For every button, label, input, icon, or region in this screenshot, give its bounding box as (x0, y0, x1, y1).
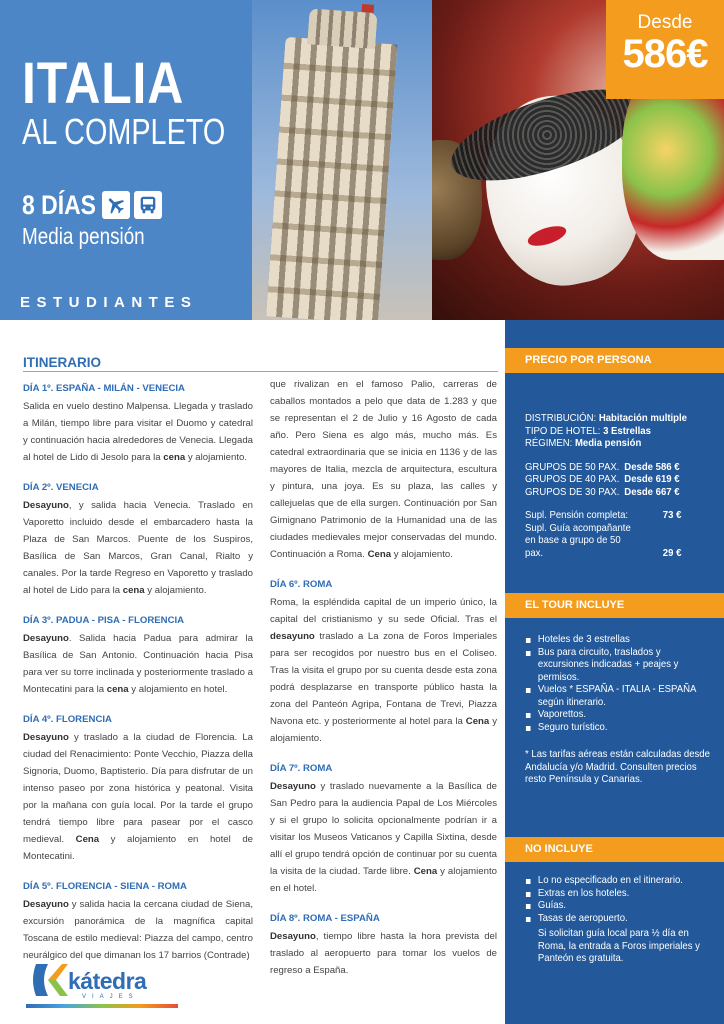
itinerary-day (270, 576, 497, 747)
list-item: Seguro turístico. (525, 722, 714, 735)
itinerary-day-heading: DÍA 7º. ROMA (270, 763, 333, 774)
itinerary-day (270, 910, 497, 979)
itinerary-day (23, 479, 253, 599)
airfare-note: * Las tarifas aéreas están calculadas desde Andalucía y/o Madrid. Consulten precios resto Península y Canarias. (525, 749, 710, 785)
itinerary-day-heading: DÍA 4º. FLORENCIA (23, 714, 112, 725)
itinerary-day-text: Desayuno, tiempo libre hasta la hora prevista del traslado al aeropuerto para tomar los vuelos de regreso a España. (270, 931, 497, 976)
itinerary-day-heading: DÍA 6º. ROMA (270, 579, 333, 590)
list-item: Bus para circuito, traslados y excursiones indicadas + peajes y permisos. (525, 647, 714, 685)
group-price-row: GRUPOS DE 30 PAX. Desde 667 € (525, 486, 680, 498)
itinerary-day-text: Desayuno y traslado a la ciudad de Florencia. La ciudad del Renacimiento: Ponte Vecchio, Piazza della Signoria, Duomo, Baptisterio. Día para disfrutar de un intenso paseo por zona histórica y peatonal. Visita por la mañana con guía local. Por la tarde el grupo tendrá tiempo libre para pasear por el casco medieval. Cena y alojamiento en hotel de Montecatini. (23, 732, 253, 862)
supplement-row: Supl. Pensión completa: 73 € (525, 510, 682, 521)
logo-stripe (26, 1004, 178, 1008)
itinerary-day-text: Desayuno. Salida hacia Padua para admirar la Basílica de San Antonio. Continuación hacia Pisa para ver su torre inclinada y posteriormente traslado a Montecatini para la cena y alojamiento en hotel. (23, 633, 253, 695)
itinerary-title: ITINERARIO (23, 355, 102, 370)
group-price-row: GRUPOS DE 40 PAX. Desde 619 € (525, 474, 680, 485)
group-price-row: GRUPOS DE 50 PAX. Desde 586 € (525, 461, 680, 473)
itinerary-column-left (23, 380, 253, 977)
includes-list (525, 634, 714, 787)
itinerary-day-heading: DÍA 2º. VENECIA (23, 482, 99, 493)
itinerary-day (270, 760, 497, 897)
page-title: ITALIA (22, 51, 185, 116)
page-subtitle: AL COMPLETO (22, 111, 226, 152)
itinerary-day-text: Desayuno, y salida hacia Venecia. Traslado en Vaporetto incluido desde el embarcadero hasta la Plaza de San Marcos. Puente de los Suspiros, Basílica de San Marcos, Gran Canal, Rialto y canales. Por la tarde Regreso en Vaporetto y traslado al hotel de Lido para la cena y alojamiento. (23, 500, 253, 596)
plane-icon (102, 191, 130, 219)
price-details: DISTRIBUCIÓN: Habitación multiple TIPO DE HOTEL: 3 Estrellas RÉGIMEN: Media pensión GRUPOS DE 50 PAX. Desde 586 € GRUPOS DE 40 PAX. Desde 619 € GRUPOS DE 30 PAX. Desde 667 € Supl. Pensión completa: 73 € Supl. Guía acompañante en base a grupo de 50 pax. 29 € (525, 413, 688, 559)
bus-icon (134, 191, 162, 219)
trip-duration: 8 DÍAS (22, 190, 96, 220)
itinerary-divider (23, 371, 498, 372)
header-blue-panel (0, 0, 252, 320)
board-type: Media pensión (22, 223, 145, 249)
itinerary-day-text: Salida en vuelo destino Malpensa. Llegada y traslado a Milán, tiempo libre para visitar el Duomo y catedral y continuación hacia alrededores de Venecia. Llegada al hotel de Lido di Jesolo para la cena y alojamiento. (23, 401, 253, 463)
itinerary-day-text: Roma, la espléndida capital de un imperio único, la capital del cristianismo y su sede Oficial. Tras el desayuno traslado a La zona de Foros Imperiales para ser recogidos por nuestro bus en el Coliseo. Tras la visita el grupo por su cuenta desde esta zona podrá desplazarse en transporte público hasta la zona del Panteón Agripa, Fontana de Trevi, Piazza Navona etc. y posteriormente al hotel para la Cena y alojamiento. (270, 597, 497, 744)
logo-name: kátedra (68, 968, 147, 994)
audience-label: ESTUDIANTES (20, 294, 198, 311)
company-logo (26, 960, 154, 1010)
guide-note: Si solicitan guía local para ½ día en Roma, la entrada a Foros imperiales y Panteón es gratuita. (537, 928, 700, 964)
price-section-header: PRECIO POR PERSONA (505, 348, 724, 373)
supplement-row: Supl. Guía acompañante en base a grupo de 50 pax. 29 € (525, 522, 682, 559)
list-item: Vuelos * ESPAÑA - ITALIA - ESPAÑA según itinerario. (525, 684, 714, 709)
itinerary-day-heading: DÍA 3º. PADUA - PISA - FLORENCIA (23, 615, 185, 626)
price-value: 586€ (622, 32, 708, 76)
header (0, 0, 724, 320)
list-item: Lo no especificado en el itinerario. (525, 875, 714, 888)
itinerary-day-text: Desayuno y traslado nuevamente a la Basílica de San Pedro para la audiencia Papal de Los Miércoles y si el grupo lo solicita opcionalmente podrían ir a visitar los Museos Vaticanos y Capilla Sixtina, desde allí el grupo tendrá opción de continuar por su cuenta la visita de la ciudad. Tarde libre. Cena y alojamiento en el hotel. (270, 781, 497, 894)
list-item: Guías. (525, 900, 714, 913)
itinerary-day (23, 711, 253, 865)
itinerary-day-heading: DÍA 1º. ESPAÑA - MILÁN - VENECIA (23, 383, 185, 394)
itinerary-day-text: Desayuno y salida hacia la cercana ciudad de Siena, excursión panorámica de la magnífica capital Toscana de estilo medieval: Piazza del campo, centro neurálgico del que dimanan los 17 barrios (Contrade) (23, 899, 253, 961)
itinerary-day (270, 376, 497, 563)
logo-k-icon (28, 960, 68, 1000)
list-item: Vaporettos. (525, 709, 714, 722)
list-item: Extras en los hoteles. (525, 888, 714, 901)
list-item: Tasas de aeropuerto. (525, 913, 714, 926)
price-badge (606, 0, 724, 99)
price-from-label: Desde (637, 12, 693, 33)
includes-section-header: EL TOUR INCLUYE (505, 593, 724, 618)
itinerary-day (23, 380, 253, 466)
itinerary-day-heading: DÍA 5º. FLORENCIA - SIENA - ROMA (23, 881, 187, 892)
excludes-list (525, 875, 714, 966)
itinerary-day (23, 878, 253, 964)
itinerary-column-right (270, 376, 497, 992)
list-item: Hoteles de 3 estrellas (525, 634, 714, 647)
pisa-tower-image (266, 7, 399, 320)
logo-sub: VIAJES (82, 994, 139, 1000)
itinerary-day-text: que rivalizan en el famoso Palio, carreras de caballos montados a pelo que data de 1.283 y que se representan el 2 de Julio y 16 Agosto de cada año. Pero Siena es algo más, mucho más. Es catedral extraordinaria que se inicia en 1136 y de las mayores de Italia, mezcla de arquitectura, escultura y pintura, una joya. Es su plaza, las calles y callejuelas que de ella surgen. Continuación por San Gimignano Patrimonio de la Humanidad una de las ciudades medievales mejor conservadas del mundo. Continuación a Roma. Cena y alojamiento. (270, 379, 497, 560)
itinerary-day-heading: DÍA 8º. ROMA - ESPAÑA (270, 913, 380, 924)
transport-icons (102, 191, 162, 219)
excludes-section-header: NO INCLUYE (505, 837, 724, 862)
itinerary-day (23, 612, 253, 698)
